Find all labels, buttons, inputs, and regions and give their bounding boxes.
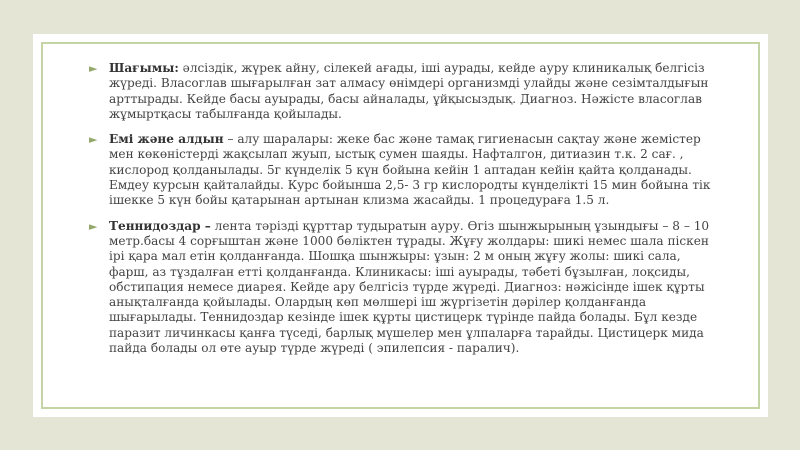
paragraph-teniidoses — [89, 219, 713, 357]
paragraph-complaints — [89, 61, 713, 122]
bullet-icon: ► — [89, 133, 98, 147]
paragraph-text: әлсіздік, жүрек айну, сілекей ағады, іші аурады, кейде ауру клиникалық белгісіз жүреді. Власоглав шығарылған зат алмасу өнімдері организмді улайды және сезімталдығын арттырады. Кейде басы ауырады, басы айналады, ұйқысыздық. Диагноз. Нәжісте власоглав жұмыртқасы табылғанда қойылады. — [109, 61, 709, 121]
slide — [33, 34, 768, 417]
paragraph-term: Теннидоздар – — [109, 218, 211, 233]
paragraph-text: лента тәрізді құрттар тудыратын ауру. Өгіз шынжырының ұзындығы – 8 – 10 метр.басы 4 сорғыштан және 1000 бөліктен тұрады. Жұғу жолдары: шикі немес шала піскен ірі қара мал етін қолданғанда. Шошқа шынжыры: ұзын: 2 м оның жұғу жолы: шикі сала, фарш, аз тұздалған етті қолданғанда. Клиникасы: іші ауырады, тәбеті бұзылған, лоқсиды, обстипация немесе диарея. Кейде ару белгісіз түрде жүреді. Диагноз: нәжісінде ішек құрты анықталғанда қойылады. Олардың көп мөлшері іш жүргізетін дәрілер қолданғанда шығарылады. Теннидоздар кезінде ішек құрты цистицерк түрінде пайда болады. Бұл кезде паразит личинкасы қанға түседі, барлық мүшелер мен ұлпаларға тарайды. Цистицерк мида пайда болады ол өте ауыр түрде жүреді ( эпилепсия - паралич). — [109, 218, 710, 356]
slide-content — [89, 61, 713, 366]
paragraph-text: – алу шаралары: жеке бас және тамақ гигиенасын сақтау және жемістер мен көкөністерді жақсылап жуып, ыстық сумен шаяды. Нафталгон, дитиазин т.к. 2 сағ. , кислород қолданылады. 5г күнделік 5 күн бойына кейін 1 аптадан кейін қайта қолданады. Емдеу курсын қайталайды. Курс бойынша 2,5- 3 гр кислородты күнделікті 15 мин бойына тік ішекке 5 күн бойы қатарынан артынан клизма жасайды. 1 процедураға 1.5 л. — [109, 132, 711, 208]
bullet-icon: ► — [89, 62, 98, 75]
paragraph-term: Шағымы: — [109, 61, 179, 75]
paragraph-term: Емі және алдын — [109, 132, 224, 147]
bullet-icon: ► — [89, 219, 98, 233]
paragraph-treatment — [89, 132, 713, 208]
